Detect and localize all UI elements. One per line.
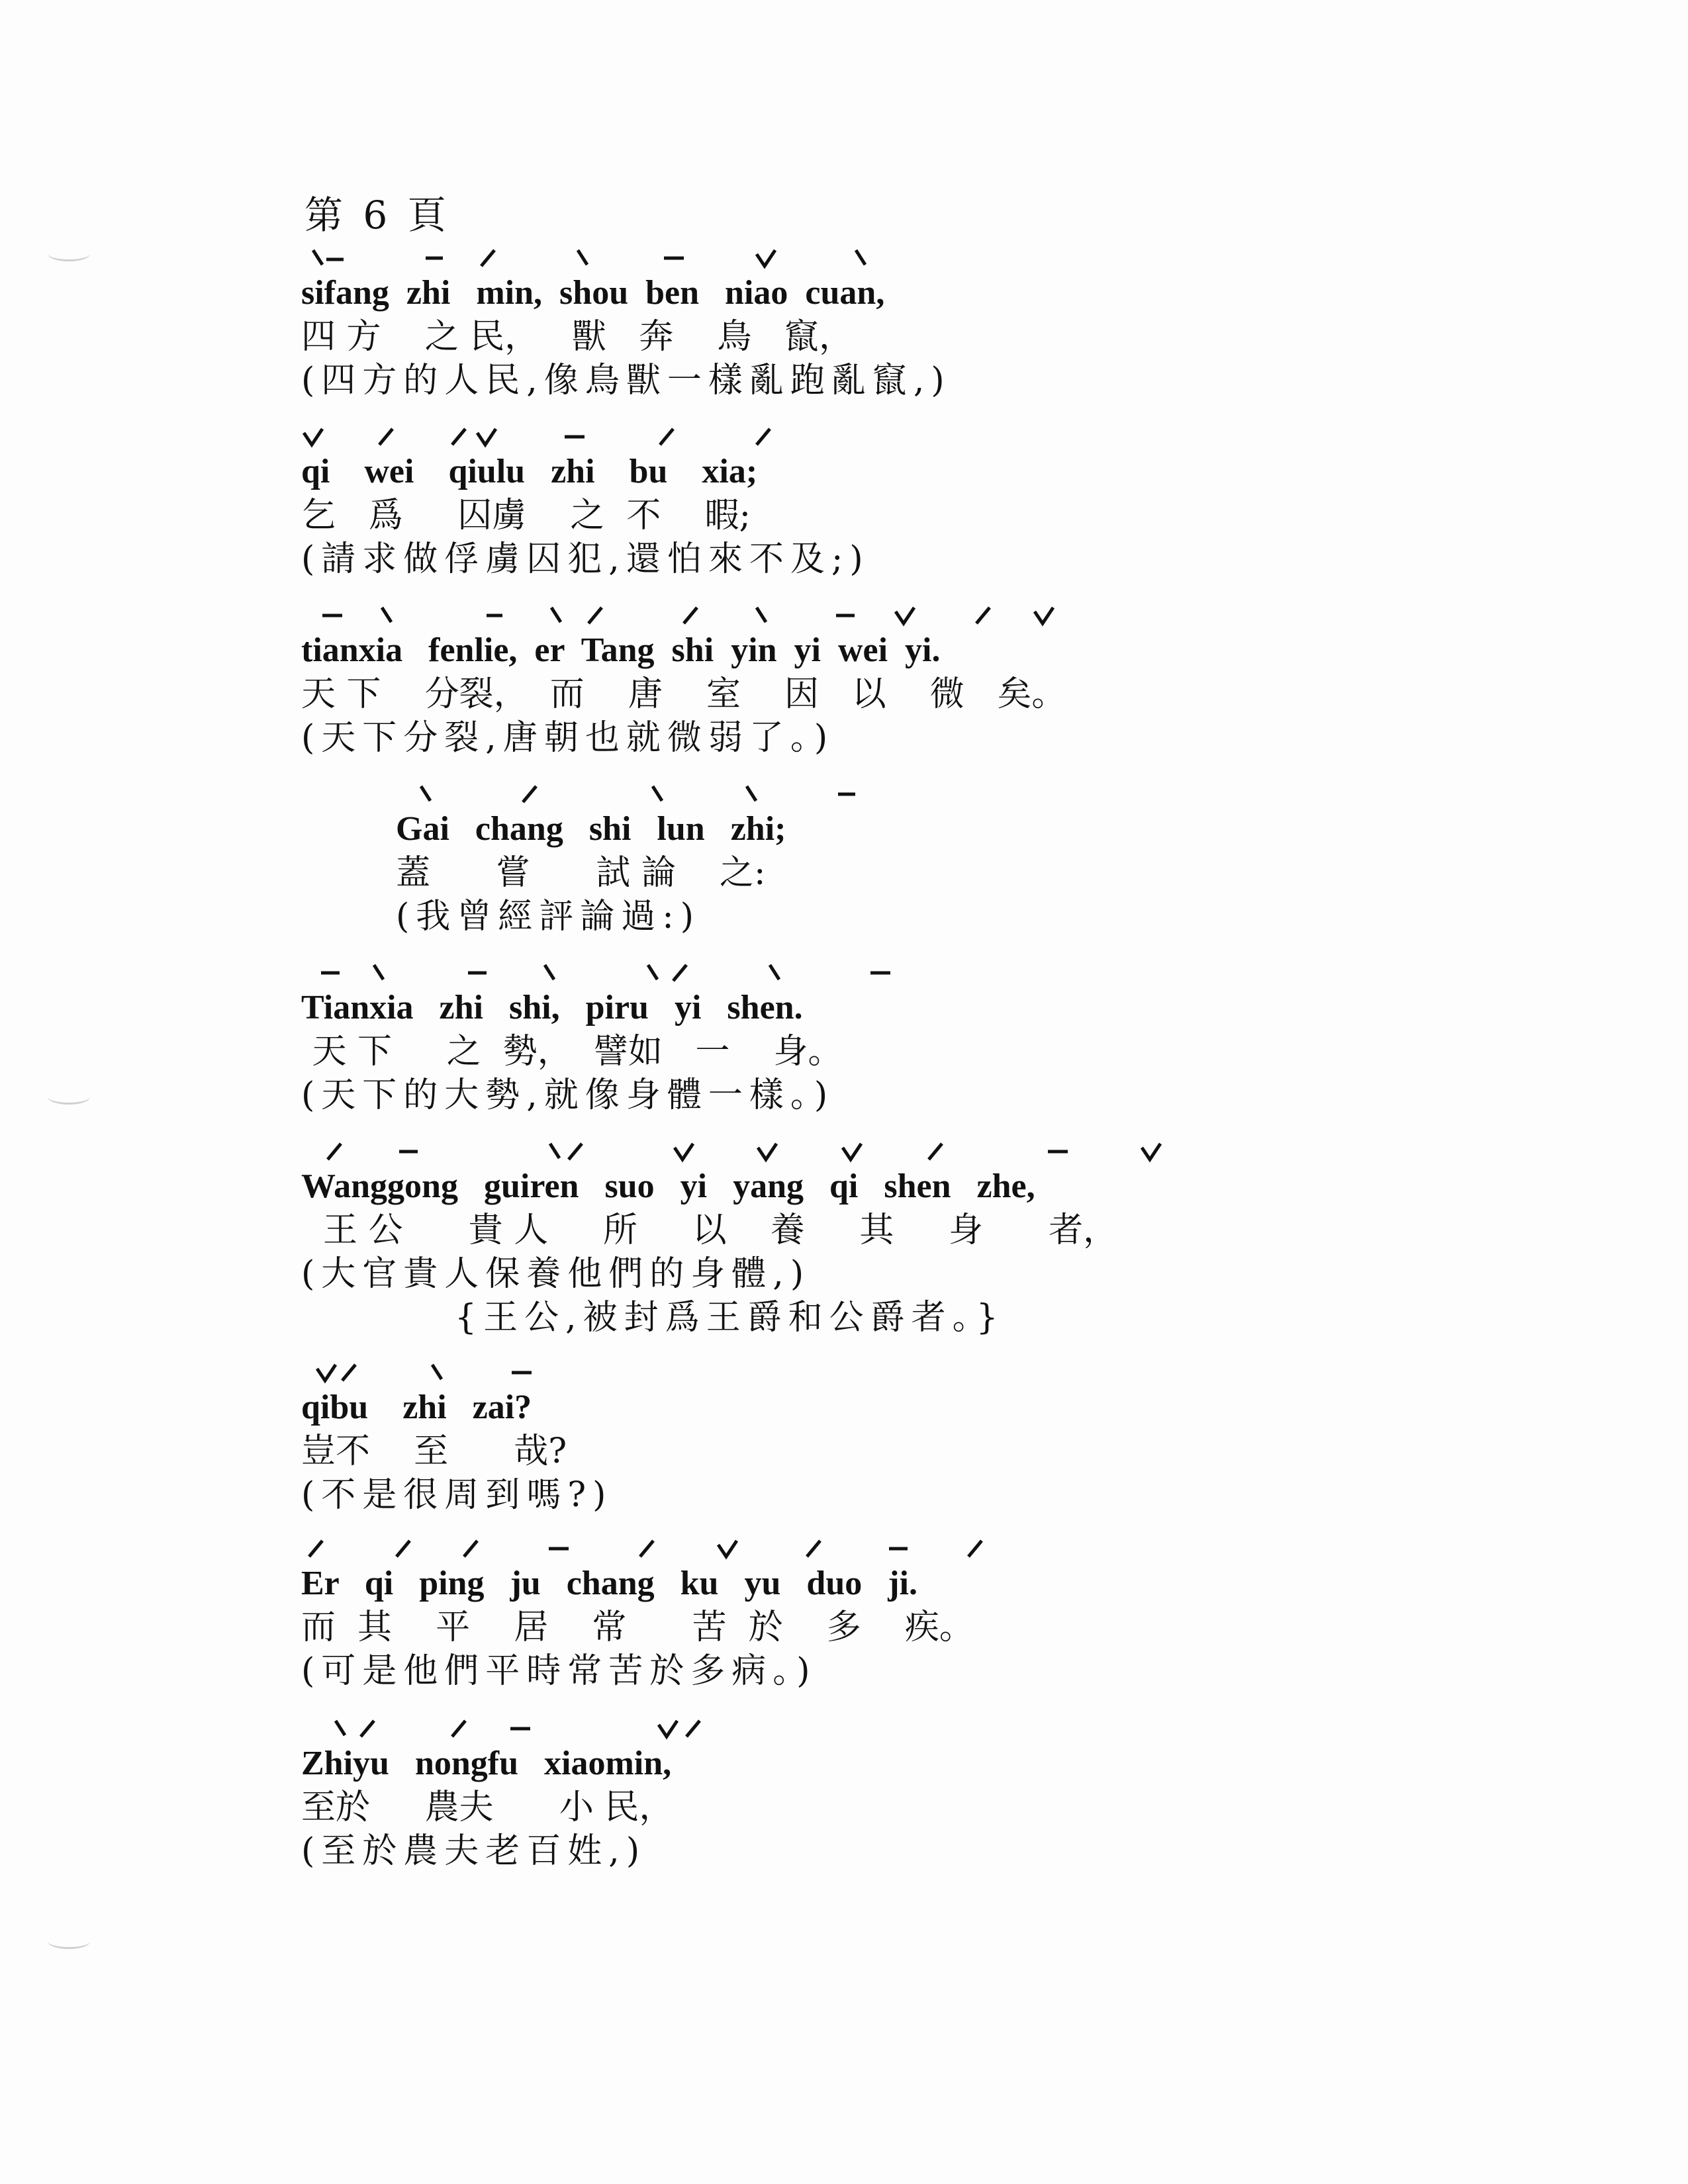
chinese-text-line: 至於 農夫 小 民，	[301, 1788, 674, 1827]
verse-stanza	[301, 602, 1559, 760]
hole-punch-mark	[48, 1934, 90, 1949]
verse-stanza	[301, 1359, 1559, 1517]
verse-stanza	[301, 960, 1559, 1117]
modern-translation-line: (天下分裂,唐朝也就微弱了。)	[301, 718, 835, 758]
modern-translation-line: (四方的人民,像鳥獸一樣亂跑亂竄,)	[301, 361, 951, 400]
verse-stanza	[396, 781, 1654, 938]
verse-stanza	[301, 424, 1559, 581]
modern-translation-line: (至於農夫老百姓,)	[301, 1831, 647, 1871]
chinese-text-line: 豈不 至 哉?	[301, 1432, 567, 1471]
chinese-text-line: 王 公 貴 人 所 以 養 其 身 者，	[301, 1210, 1118, 1250]
chinese-text-line: 蓋 嘗 試 論 之:	[396, 853, 766, 893]
chinese-text-line: 乞 爲 囚虜 之 不 暇;	[301, 496, 751, 535]
pinyin-line: Er qi ping ju chang ku yu duo ji.	[301, 1535, 1559, 1606]
verse-stanza	[301, 1715, 1559, 1873]
modern-translation-line: (不是很周到嗎?)	[301, 1475, 613, 1515]
verse-stanza	[301, 1535, 1559, 1693]
pinyin-line: qi wei qiulu zhi bu xia;	[301, 424, 1559, 494]
modern-translation-line: (天下的大勢,就像身體一樣。)	[301, 1075, 835, 1115]
chinese-text-line: 而 其 平 居 常 苦 於 多 疾。	[301, 1608, 974, 1647]
chinese-text-line: 四 方 之 民， 獸 奔 鳥 竄，	[301, 317, 854, 357]
modern-translation-line: (可是他們平時常苦於多病。)	[301, 1651, 817, 1691]
pinyin-line: Gai chang shi lun zhi;	[396, 781, 1654, 851]
annotation-note: {王公,被封爲王爵和公爵者。}	[455, 1298, 1005, 1338]
pinyin-line: Tianxia zhi shi, piru yi shen.	[301, 960, 1559, 1030]
modern-translation-line: (大官貴人保養他們的身體,)	[301, 1254, 811, 1294]
pinyin-line: Zhiyu nongfu xiaomin,	[301, 1715, 1559, 1786]
pinyin-line: qibu zhi zai?	[301, 1359, 1559, 1430]
pinyin-line: Wanggong guiren suo yi yang qi shen zhe,	[301, 1138, 1559, 1208]
hole-punch-mark	[48, 1089, 90, 1105]
hole-punch-mark	[48, 246, 90, 261]
modern-translation-line: (我曾經評論過:)	[396, 897, 701, 936]
verse-stanza	[301, 1138, 1559, 1340]
pinyin-line: tianxia fenlie, er Tang shi yin yi wei yi.	[301, 602, 1559, 672]
pinyin-line: sifang zhi min, shou ben niao cuan,	[301, 245, 1559, 315]
page-number-header: 第 6 頁	[305, 193, 450, 238]
verse-stanza	[301, 245, 1559, 402]
modern-translation-line: (請求做俘虜囚犯,還怕來不及;)	[301, 539, 870, 579]
chinese-text-line: 天 下 之 勢， 譬如 一 身。	[301, 1032, 843, 1071]
chinese-text-line: 天 下 分裂， 而 唐 室 因 以 微 矣。	[301, 674, 1066, 714]
